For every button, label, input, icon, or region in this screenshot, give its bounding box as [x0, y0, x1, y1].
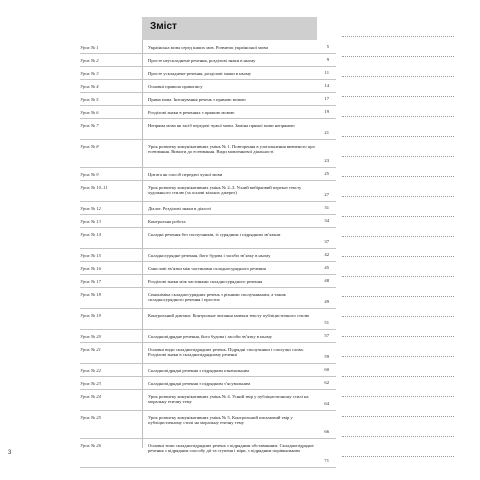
lesson-number: Урок № 24 — [80, 394, 101, 399]
lesson-topic: Розділові знаки між частинами складносурядного речення — [148, 279, 263, 284]
page-ref: 9 — [326, 57, 329, 62]
toc-row — [80, 215, 336, 228]
lesson-number: Урок № 25 — [80, 415, 101, 420]
page-ref: 59 — [324, 354, 329, 359]
note-line — [342, 37, 454, 57]
lesson-number: Урок № 4 — [80, 84, 99, 89]
note-line — [342, 97, 454, 117]
page-ref: 25 — [324, 171, 329, 176]
page-ref: 57 — [324, 333, 329, 338]
page-ref: 17 — [324, 96, 329, 101]
lesson-number: Урок № 10–11 — [80, 185, 108, 190]
lesson-topic: Складнопідрядні речення з підрядним означальним — [148, 368, 249, 373]
page-ref: 27 — [324, 192, 329, 197]
toc-row — [80, 364, 336, 377]
toc-row — [80, 106, 336, 119]
lesson-topic: Контрольний диктант. Контрольне читання мовчки тексту публіцистичного стилю — [148, 313, 310, 318]
toc-row — [80, 439, 336, 468]
note-line — [342, 57, 454, 77]
note-line — [342, 257, 454, 277]
lesson-number: Урок № 15 — [80, 253, 101, 258]
page-ref: 45 — [324, 265, 329, 270]
note-line — [342, 177, 454, 197]
lesson-topic: Непряма мова як засіб передачі чужої мови. Заміна прямої мови непрямою — [148, 123, 295, 128]
toc-row — [80, 390, 336, 411]
page-ref: 11 — [324, 70, 329, 75]
page-ref: 42 — [324, 252, 329, 257]
note-line — [342, 217, 454, 237]
note-line — [342, 317, 454, 337]
lesson-number: Урок № 7 — [80, 123, 99, 128]
note-line — [342, 77, 454, 97]
lesson-topic: Складнопідрядні речення з підрядним з’ясувальним — [148, 381, 251, 386]
lesson-number: Урок № 2 — [80, 58, 99, 63]
toc-row — [80, 202, 336, 215]
page-ref: 37 — [324, 239, 329, 244]
lesson-topic: Складносурядне речення, його будова і засоби зв’язку в ньому — [148, 253, 271, 258]
lesson-number: Урок № 21 — [80, 347, 101, 352]
page-ref: 51 — [324, 320, 329, 325]
lesson-number: Урок № 12 — [80, 206, 101, 211]
toc-row — [80, 262, 336, 275]
note-line — [342, 297, 454, 317]
toc-row — [80, 309, 336, 330]
table-of-contents — [80, 41, 336, 468]
page-number: 3 — [8, 450, 12, 456]
note-line — [342, 277, 454, 297]
page-ref: 49 — [324, 299, 329, 304]
note-line — [342, 337, 454, 357]
lesson-number: Урок № 6 — [80, 110, 99, 115]
lesson-number: Урок № 9 — [80, 172, 99, 177]
toc-row — [80, 249, 336, 262]
page-ref: 31 — [324, 205, 329, 210]
lesson-topic: Синоніміка складносурядних речень з різними сполучниками, а також складносурядного речення і простих — [148, 292, 286, 303]
toc-row — [80, 288, 336, 309]
page-title: Зміст — [150, 21, 177, 32]
lesson-topic: Основні типи складнопідрядних речень з підрядним обставинним. Складнопідрядне речення з підрядним способу дії та ступеня і міри, з підрядним порівняльним — [148, 443, 314, 454]
toc-row — [80, 119, 336, 140]
toc-row — [80, 330, 336, 343]
note-line — [342, 197, 454, 217]
note-line — [342, 17, 454, 37]
lesson-topic: Основні види складнопідрядних речень. Підрядні сполучники і сполучні слова. Розділові знаки в складнопідрядному реченні — [148, 347, 304, 358]
note-line — [342, 157, 454, 177]
lesson-number: Урок № 13 — [80, 219, 101, 224]
lesson-topic: Урок розвитку комунікативних умінь № 2–3. Усний вибірковий переказ тексту художнього стилю (за основі кількох джерел) — [148, 185, 302, 196]
note-line — [342, 377, 454, 397]
lesson-number: Урок № 5 — [80, 97, 99, 102]
lesson-topic: Основні правила правопису — [148, 84, 203, 89]
note-line — [342, 137, 454, 157]
lesson-number: Урок № 22 — [80, 368, 101, 373]
lesson-number: Урок № 16 — [80, 266, 101, 271]
lesson-topic: Просте неускладнене речення, розділові знаки в ньому — [148, 58, 256, 63]
lesson-topic: Урок розвитку комунікативних умінь № 1. Повторення в узагальнення вивченого про есеювання. Вимоги до есеювання. Види мовленнєвої діяльності — [148, 144, 315, 155]
toc-row — [80, 41, 336, 54]
toc-row — [80, 411, 336, 439]
lesson-number: Урок № 14 — [80, 232, 101, 237]
lesson-topic: Пряма мова. Інтонування речень з прямою мовою — [148, 97, 246, 102]
lesson-number: Урок № 23 — [80, 381, 101, 386]
lesson-number: Урок № 8 — [80, 144, 99, 149]
page-ref: 62 — [324, 380, 329, 385]
toc-row — [80, 377, 336, 390]
lesson-topic: Цитата як спосіб передачі чужої мови — [148, 172, 223, 177]
page-ref: 5 — [326, 44, 329, 49]
lesson-number: Урок № 26 — [80, 443, 101, 448]
lesson-number: Урок № 18 — [80, 292, 101, 297]
lesson-number: Урок № 1 — [80, 45, 99, 50]
toc-row — [80, 93, 336, 106]
toc-row — [80, 343, 336, 364]
lesson-topic: Урок розвитку комунікативних умінь № 5. Контрольний письмовий твір у публіцистичному стилі на моральну етичну тему — [148, 415, 293, 426]
lesson-number: Урок № 19 — [80, 313, 101, 318]
lesson-topic: Просте ускладнене речення, розділові знаки в ньому — [148, 71, 252, 76]
notes-column — [342, 17, 454, 457]
lesson-topic: Складні речення без сполучників, із сурядним і підрядним зв’язком — [148, 232, 281, 237]
note-line — [342, 437, 454, 457]
lesson-topic: Діалог. Розділові знаки в діалозі — [148, 206, 211, 211]
toc-row — [80, 228, 336, 249]
page-ref: 19 — [324, 109, 329, 114]
lesson-topic: Розділові знаки в реченнях з прямою мовою — [148, 110, 235, 115]
toc-row — [80, 80, 336, 93]
note-line — [342, 237, 454, 257]
toc-row — [80, 54, 336, 67]
page-ref: 14 — [324, 83, 329, 88]
toc-row — [80, 275, 336, 288]
note-line — [342, 357, 454, 377]
lesson-topic: Контрольна робота — [148, 219, 186, 224]
page-ref: 23 — [324, 158, 329, 163]
note-line — [342, 417, 454, 437]
page-ref: 60 — [324, 367, 329, 372]
note-line — [342, 397, 454, 417]
page-ref: 21 — [324, 130, 329, 135]
toc-row — [80, 140, 336, 168]
page-ref: 48 — [324, 278, 329, 283]
toc-row — [80, 168, 336, 181]
lesson-topic: Смислові зв’язки між частинами складносурядного речення — [148, 266, 266, 271]
lesson-number: Урок № 20 — [80, 334, 101, 339]
page-ref: 66 — [324, 429, 329, 434]
lesson-number: Урок № 3 — [80, 71, 99, 76]
page-ref: 71 — [324, 458, 329, 463]
toc-row — [80, 181, 336, 202]
lesson-number: Урок № 17 — [80, 279, 101, 284]
note-line — [342, 117, 454, 137]
page-ref: 64 — [324, 401, 329, 406]
toc-row — [80, 67, 336, 80]
lesson-topic: Складнопідрядне речення, його будова і засоби зв’язку в ньому — [148, 334, 273, 339]
page-ref: 34 — [324, 218, 329, 223]
lesson-topic: Урок розвитку комунікативних умінь № 4. Усний твір у публіцистичному стилі на моральну етичну тему — [148, 394, 309, 405]
lesson-topic: Українська мова серед інших мов. Розвиток української мови — [148, 45, 268, 50]
